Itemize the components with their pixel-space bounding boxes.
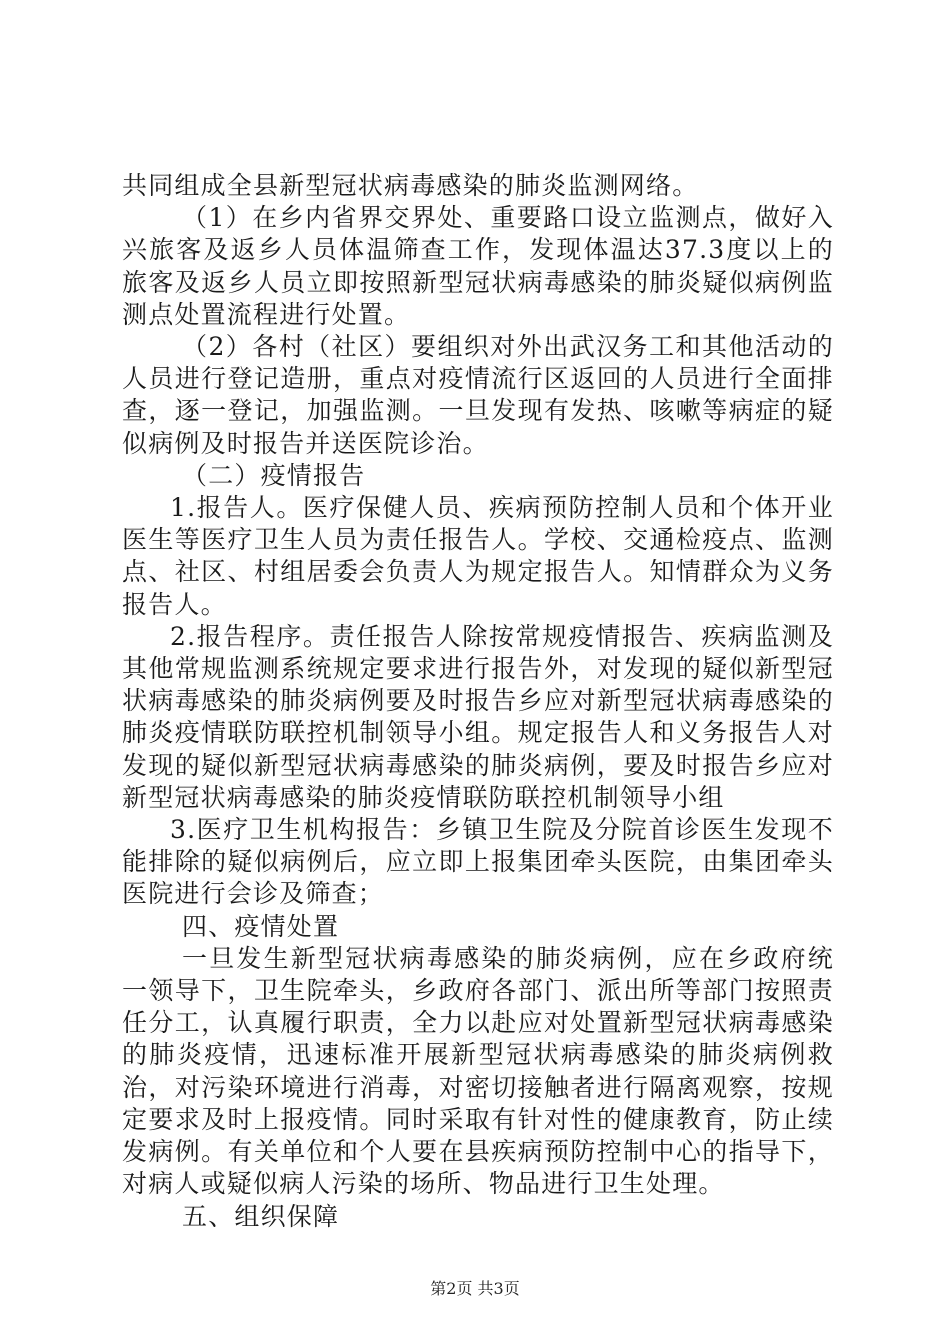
paragraph-monitoring-network: 共同组成全县新型冠状病毒感染的肺炎监测网络。 (122, 171, 699, 200)
document-body (122, 170, 834, 1233)
paragraph-medical-report: 3.医疗卫生机构报告：乡镇卫生院及分院首诊医生发现不能排除的疑似病例后，应立即上报集团牵头医院，由集团牵头医院进行会诊及筛查； (122, 815, 834, 909)
paragraph-report-procedure: 2.报告程序。责任报告人除按常规疫情报告、疾病监测及其他常规监测系统规定要求进行报告外，对发现的疑似新型冠状病毒感染的肺炎病例要及时报告乡应对新型冠状病毒感染的肺炎疫情联防联控机制领导小组。规定报告人和义务报告人对发现的疑似新型冠状病毒感染的肺炎病例，要及时报告乡应对新型冠状病毒感染的肺炎疫情联防联控机制领导小组 (122, 621, 834, 812)
section-heading-epidemic-handling: 四、疫情处置 (182, 911, 340, 941)
paragraph-item-2: （2）各村（社区）要组织对外出武汉务工和其他活动的人员进行登记造册，重点对疫情流行区返回的人员进行全面排查，逐一登记，加强监测。一旦发现有发热、咳嗽等病症的疑似病例及时报告并送医院诊治。 (122, 332, 834, 458)
paragraph-item-1: （1）在乡内省界交界处、重要路口设立监测点，做好入兴旅客及返乡人员体温筛查工作，发现体温达37.3度以上的旅客及返乡人员立即按照新型冠状病毒感染的肺炎疑似病例监测点处置流程进行处置。 (122, 203, 834, 329)
page-footer: 第2页 共3页 (430, 1279, 520, 1298)
section-heading-epidemic-report: （二）疫情报告 (182, 460, 366, 490)
paragraph-reporter: 1.报告人。医疗保健人员、疾病预防控制人员和个体开业医生等医疗卫生人员为责任报告人。学校、交通检疫点、监测点、社区、村组居委会负责人为规定报告人。知情群众为义务报告人。 (122, 493, 834, 619)
paragraph-epidemic-handling: 一旦发生新型冠状病毒感染的肺炎病例，应在乡政府统一领导下，卫生院牵头，乡政府各部门、派出所等部门按照责任分工，认真履行职责，全力以赴应对处置新型冠状病毒感染的肺炎疫情，迅速标准开展新型冠状病毒感染的肺炎病例救治，对污染环境进行消毒，对密切接触者进行隔离观察，按规定要求及时上报疫情。同时采取有针对性的健康教育，防止续发病例。有关单位和个人要在县疾病预防控制中心的指导下，对病人或疑似病人污染的场所、物品进行卫生处理。 (122, 943, 834, 1199)
section-heading-organization: 五、组织保障 (182, 1201, 340, 1231)
